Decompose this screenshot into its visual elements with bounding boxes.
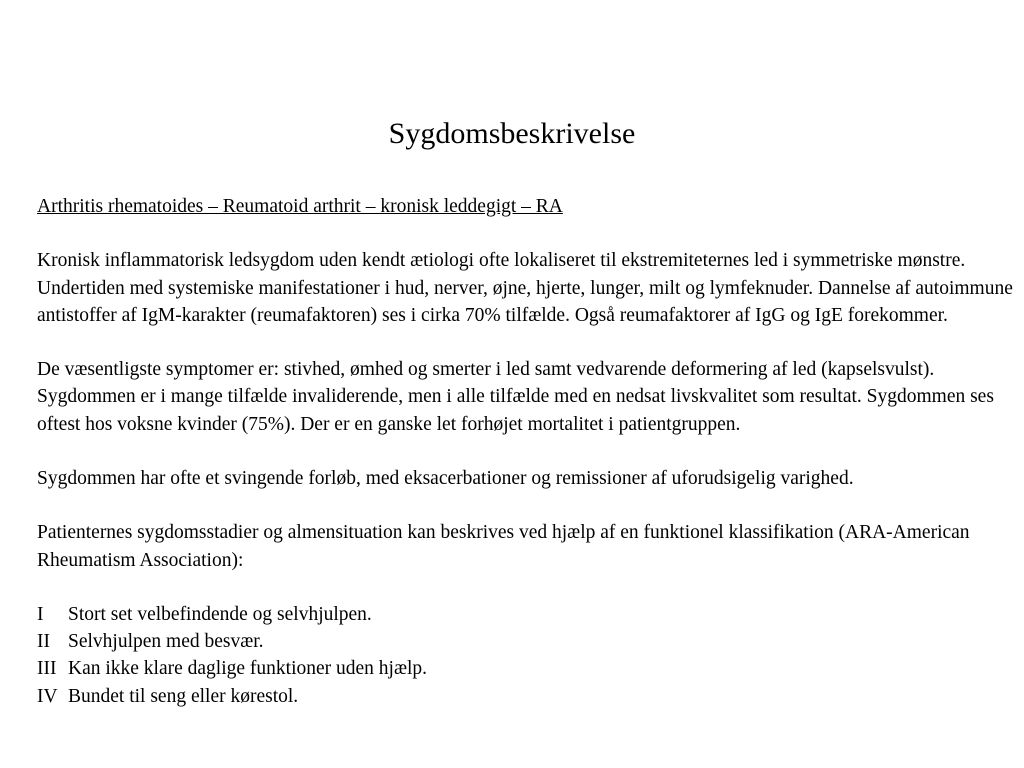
stage-numeral: III: [37, 658, 57, 680]
stage-numeral: I: [37, 603, 44, 625]
stage-item: [37, 628, 1022, 655]
paragraph-definition: Kronisk inflammatorisk ledsygdom uden kendt ætiologi ofte lokaliseret til ekstremiteternes led i symmetriske mønstre. Undertiden med systemiske manifestationer i hud, nerver, øjne, hjerte, lunger, milt og lymfeknuder. Dannelse af autoimmune antistoffer af IgM-karakter (reumafaktoren) ses i cirka 70% tilfælde. Også reumafaktorer af IgG og IgE forekommer.: [37, 250, 1013, 326]
stage-item: [37, 655, 1022, 682]
paragraph-course: Sygdommen har ofte et svingende forløb, med eksacerbationer og remissioner af uforudsigelig varighed.: [37, 467, 854, 489]
stage-text: Stort set velbefindende og selvhjulpen.: [68, 603, 372, 625]
stage-text: Kan ikke klare daglige funktioner uden hjælp.: [68, 658, 428, 680]
slide-subtitle: Arthritis rhematoides – Reumatoid arthrit – kronisk leddegigt – RA: [37, 196, 563, 217]
stage-item: [37, 601, 1022, 628]
stage-list: [37, 601, 1022, 710]
stage-numeral: II: [37, 631, 50, 653]
stage-item: [37, 683, 1022, 710]
paragraph-symptoms: De væsentligste symptomer er: stivhed, ømhed og smerter i led samt vedvarende deformering af led (kapselsvulst). Sygdommen er i mange tilfælde invaliderende, men i alle tilfælde med en nedsat livskvalitet som resultat. Sygdommen ses oftest hos voksne kvinder (75%). Der er en ganske let forhøjet mortalitet i patientgruppen.: [37, 359, 994, 435]
stage-text: Selvhjulpen med besvær.: [68, 631, 264, 653]
stage-numeral: IV: [37, 685, 58, 707]
slide-body: [37, 193, 1022, 710]
slide-title: Sygdomsbeskrivelse: [388, 117, 636, 150]
stage-text: Bundet til seng eller kørestol.: [68, 685, 299, 707]
paragraph-classification: Patienternes sygdomsstadier og almensituation kan beskrives ved hjælp af en funktionel klassifikation (ARA-American Rheumatism Association):: [37, 522, 970, 571]
